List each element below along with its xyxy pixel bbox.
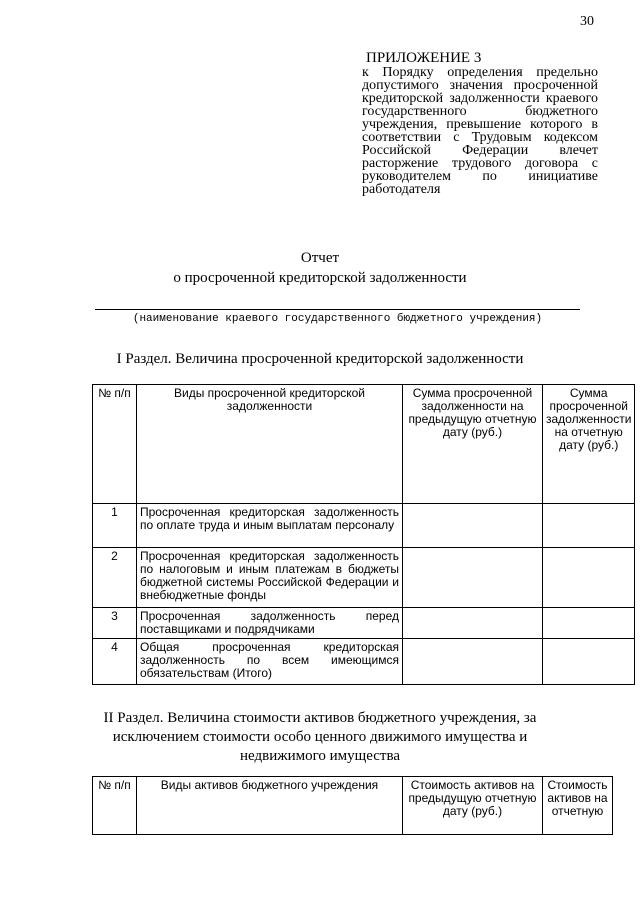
row-prev-amount	[403, 548, 543, 608]
section1-heading: I Раздел. Величина просроченной кредиторской задолженности	[116, 351, 524, 367]
row-text: Общая просроченная кредиторская задолженность по всем имеющимся обязательствам (Итого)	[137, 639, 403, 685]
table-row	[93, 548, 635, 608]
page-number: 30	[580, 14, 594, 29]
row-text: Просроченная кредиторская задолженность по налоговым и иным платежам в бюджеты бюджетной системы Российской Федерации и внебюджетные фонды	[137, 548, 403, 608]
row-prev-amount	[403, 608, 543, 639]
row-curr-amount	[543, 504, 635, 548]
section2-heading	[0, 709, 640, 766]
annex-text: к Порядку определения предельно допустимого значения просроченной кредиторской задолженности краевого государственного бюджетного учреждения, превышение которого в соответствии с Трудовым кодексом Российской Федерации влечет расторжение трудового договора с руководителем по инициативе работодателя	[362, 65, 598, 197]
report-subtitle: о просроченной кредиторской задолженности	[173, 270, 467, 286]
section2-heading-line1: II Раздел. Величина стоимости активов бюджетного учреждения, за	[103, 710, 537, 726]
section2-table	[92, 776, 613, 835]
section2-heading-line2: исключением стоимости особо ценного движимого имущества и	[112, 729, 528, 745]
table-row	[93, 504, 635, 548]
institution-name-line	[95, 309, 580, 310]
header-num: № п/п	[93, 385, 137, 504]
table-row	[93, 639, 635, 685]
row-curr-amount	[543, 548, 635, 608]
table-row	[93, 608, 635, 639]
table-header-row	[93, 777, 613, 835]
header-curr-value: Стоимость активов на отчетную	[543, 777, 613, 835]
row-text: Просроченная кредиторская задолженность по оплате труда и иным выплатам персоналу	[137, 504, 403, 548]
section1-table	[92, 384, 635, 685]
row-prev-amount	[403, 639, 543, 685]
header-kind: Виды просроченной кредиторской задолженности	[137, 385, 403, 504]
header-asset-kind: Виды активов бюджетного учреждения	[137, 777, 403, 835]
annex-block	[362, 50, 598, 196]
row-num: 4	[93, 639, 137, 685]
report-title: Отчет	[300, 250, 340, 266]
row-curr-amount	[543, 639, 635, 685]
row-num: 2	[93, 548, 137, 608]
table-header-row	[93, 385, 635, 504]
header-num: № п/п	[93, 777, 137, 835]
row-prev-amount	[403, 504, 543, 548]
row-num: 1	[93, 504, 137, 548]
section2-heading-line3: недвижимого имущества	[240, 748, 400, 764]
institution-name-caption: (наименование краевого государственного бюджетного учреждения)	[132, 313, 543, 325]
row-text: Просроченная задолженность перед поставщиками и подрядчиками	[137, 608, 403, 639]
header-prev-amount: Сумма просроченной задолженности на предыдущую отчетную дату (руб.)	[403, 385, 543, 504]
annex-title: ПРИЛОЖЕНИЕ 3	[366, 50, 482, 66]
row-num: 3	[93, 608, 137, 639]
row-curr-amount	[543, 608, 635, 639]
header-curr-amount: Сумма просроченной задолженности на отчетную дату (руб.)	[543, 385, 635, 504]
header-prev-value: Стоимость активов на предыдущую отчетную дату (руб.)	[403, 777, 543, 835]
